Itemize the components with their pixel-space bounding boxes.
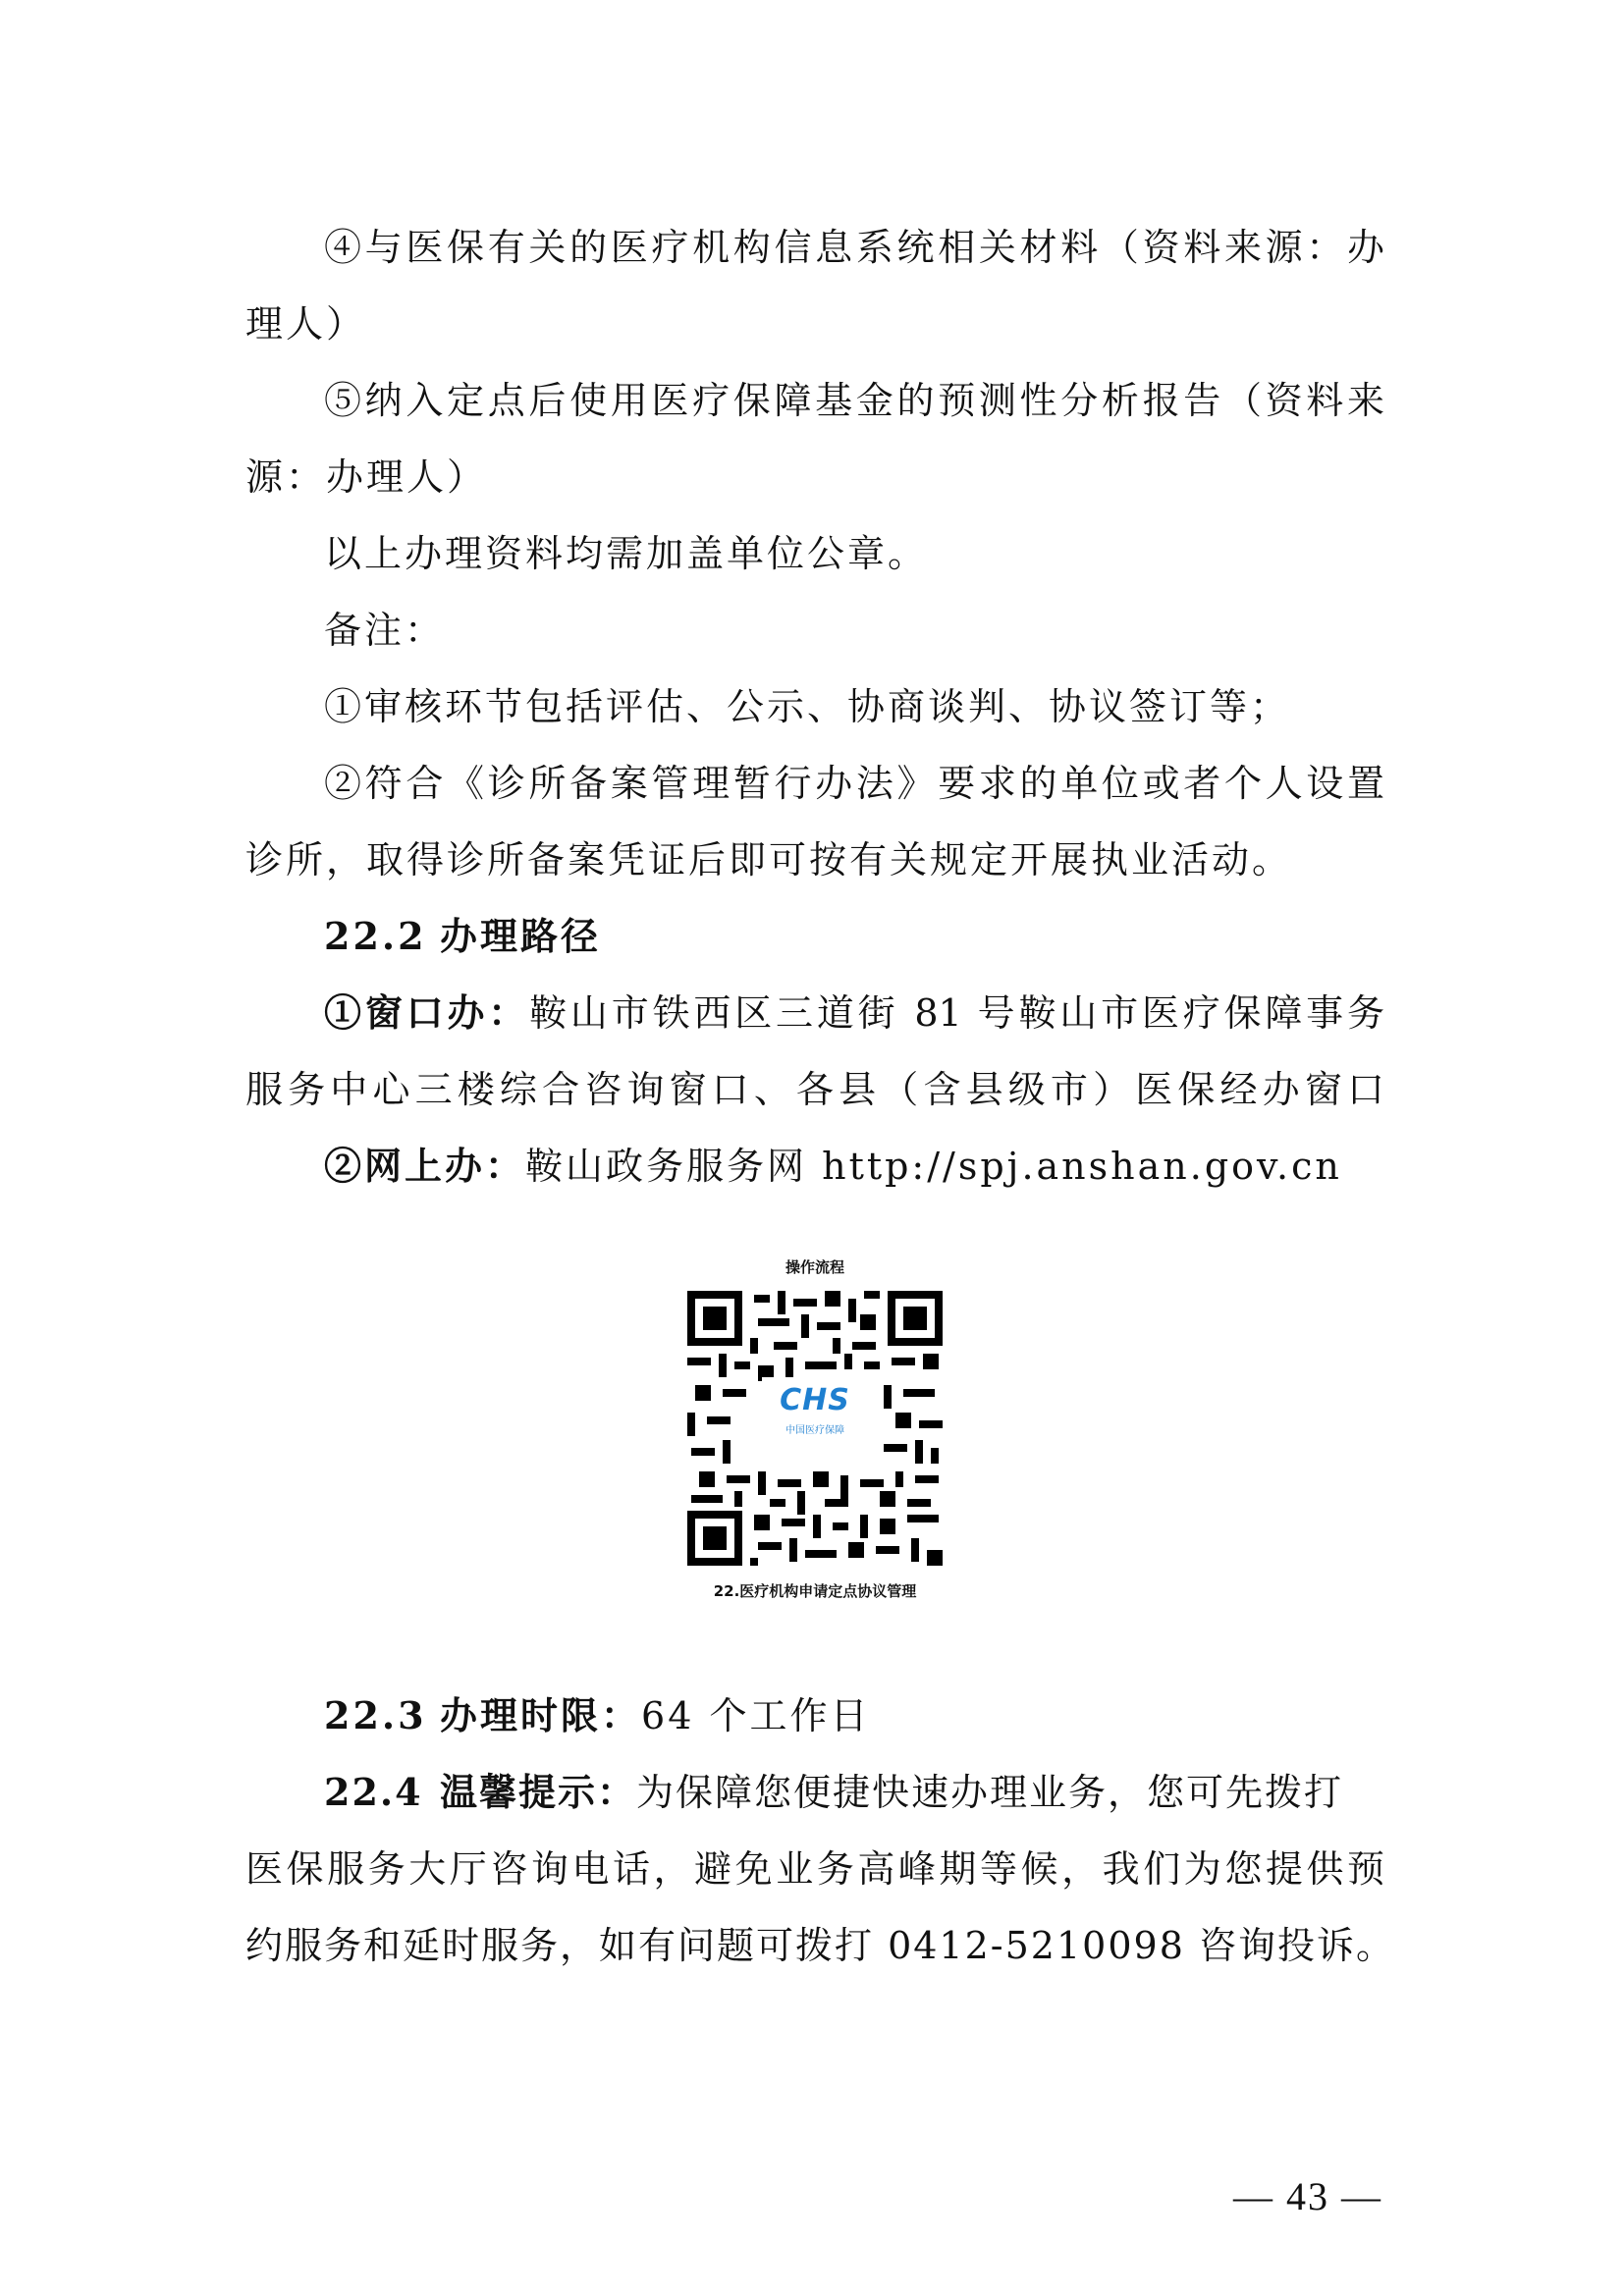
remarks-title: 备注： (324, 609, 446, 652)
qr-top-caption: 操作流程 (785, 1258, 844, 1276)
online-service-line (324, 1137, 1384, 1196)
section-22-3-number: 22.3 (324, 1693, 427, 1737)
remark-item-2-line2: 诊所，取得诊所备案凭证后即可按有关规定开展执业活动。 (245, 838, 1293, 881)
seal-requirement-note: 以上办理资料均需加盖单位公章。 (324, 532, 929, 575)
section-22-2-heading (324, 907, 1384, 966)
remark-item-1: ①审核环节包括评估、公示、协商谈判、协议签订等； (324, 685, 1291, 728)
window-service-line2: 服务中心三楼综合咨询窗口、各县（含县级市）医保经办窗口 (245, 1068, 1384, 1111)
online-service-text[interactable]: 鞍山政务服务网 http://spj.anshan.gov.cn (525, 1145, 1342, 1188)
material-item-5-line2: 源：办理人） (245, 455, 488, 499)
section-22-4-label: 温馨提示： (440, 1770, 637, 1814)
material-item-4-line2: 理人） (245, 302, 367, 346)
chs-logo (762, 1377, 868, 1471)
qr-bottom-caption: 22.医疗机构申请定点协议管理 (713, 1582, 917, 1600)
section-22-3-label: 办理时限： (440, 1693, 642, 1737)
material-item-4-line1: ④与医保有关的医疗机构信息系统相关材料（资料来源：办 (324, 226, 1384, 269)
section-22-4-number: 22.4 (324, 1770, 423, 1814)
page-number: — 43 — (1233, 2174, 1382, 2218)
chs-logo-subtext: 中国医疗保障 (785, 1425, 844, 1436)
section-22-2-number: 22.2 (324, 914, 427, 958)
section-22-4-line2: 医保服务大厅咨询电话，避免业务高峰期等候，我们为您提供预 (245, 1847, 1384, 1891)
remark-item-2-line1: ②符合《诊所备案管理暂行办法》要求的单位或者个人设置 (324, 762, 1384, 805)
section-22-2-title: 办理路径 (440, 914, 602, 958)
window-service-label: ①窗口办： (324, 990, 530, 1035)
section-22-4-line1 (324, 1763, 1384, 1822)
chs-logo-text: CHS (780, 1383, 850, 1417)
section-22-3-text: 64 个工作日 (641, 1694, 871, 1737)
material-item-5-line1: ⑤纳入定点后使用医疗保障基金的预测性分析报告（资料来 (324, 379, 1384, 422)
section-22-4-text: 为保障您便捷快速办理业务，您可先拨打 (636, 1771, 1344, 1814)
section-22-4-line3: 约服务和延时服务，如有问题可拨打 0412-5210098 咨询投诉。 (245, 1924, 1395, 1967)
window-service-text: 鞍山市铁西区三道街 81 号鞍山市医疗保障事务 (529, 991, 1384, 1035)
section-22-3-line (324, 1686, 1384, 1745)
qr-code-block (677, 1256, 952, 1610)
online-service-label: ②网上办： (324, 1144, 526, 1188)
window-service-line1 (324, 984, 1384, 1042)
